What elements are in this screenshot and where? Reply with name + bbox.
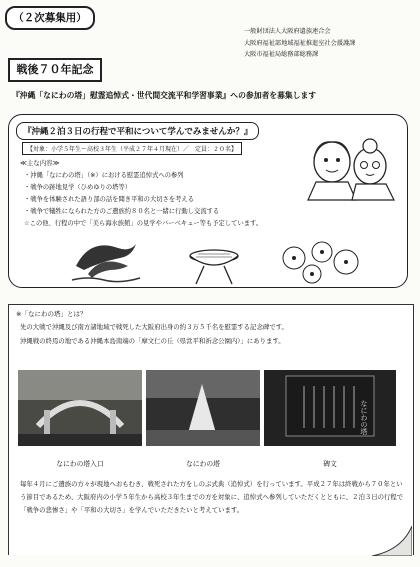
organizer-list <box>244 26 355 61</box>
inscription-photo <box>264 370 396 446</box>
description-line: 沖縄戦の終焉の地である沖縄本島南端の「摩文仁の丘（県営平和祈念公園内）」にあります。 <box>20 337 285 345</box>
page-curl-decoration <box>372 526 412 556</box>
program-title: 『沖縄２泊３日の行程で平和について学んでみませんか？』 <box>16 122 259 140</box>
organizer-3: 大阪市福祉局総務部総務課 <box>244 51 319 58</box>
organizer-1: 一般財団法人大阪府遺族連合会 <box>244 28 331 35</box>
closing-paragraph: 毎年４月にご遺族の方々が現地へおもむき、戦死された方をしのぶ式典（追悼式）を行っています。平成２７年は終戦から７０年という節目であるため、大阪府内の小学５年生から高校３年生までの方を対象に、追悼式へ参列していただくとともに、２泊３日の行程で「戦争の悲惨さ」や「平和の大切さ」を学んでいただきたいと考えています。 <box>20 480 404 514</box>
barbecue-grill-illustration <box>186 246 242 286</box>
dolphin-illustration <box>70 236 142 284</box>
contents-list <box>24 170 262 230</box>
caption-inscription: 碑文 <box>323 460 337 468</box>
list-item: ☆この他、行程の中で「美ら海水族館」の見学やバーベキュー等も予定しています。 <box>24 220 263 227</box>
hibiscus-illustration <box>276 238 366 288</box>
caption-tower: なにわの塔 <box>186 460 220 468</box>
event-subheadline: 『沖縄「なにわの塔」慰霊追悼式・世代間交流平和学習事業』への参加者を募集します <box>12 91 317 100</box>
list-item: ・戦争を体験された語り部の話を聞き平和の大切さを考える <box>24 196 195 203</box>
section-title: ※「なにわの塔」とは？ <box>16 310 87 318</box>
caption-entrance: なにわの塔入口 <box>56 460 104 468</box>
elderly-couple-illustration <box>298 132 402 202</box>
section-description <box>20 320 404 348</box>
tower-entrance-photo <box>18 370 142 446</box>
organizer-2: 大阪府福祉部地域福祉推進室社会援護課 <box>244 39 356 47</box>
tower-photo <box>146 370 260 446</box>
list-item: ・戦争で犠牲になられた方のご遺族約８０名と一緒に行動し交流する <box>24 208 220 215</box>
page-title: 戦後７０年記念 <box>8 58 102 82</box>
recruitment-badge: （２次募集用） <box>5 6 95 30</box>
contents-label: ≪主な内容≫ <box>20 159 60 167</box>
inscription-text: なにわの塔 <box>360 400 368 435</box>
description-line: 先の大戦で沖縄及び南方諸地域で戦死した大阪府出身の約３万５千名を慰霊する記念碑です。 <box>20 323 288 331</box>
target-capacity: 【対象：小学５年生～高校３年生（平成２７年４月現在）／ 定員：２０名】 <box>22 142 242 155</box>
list-item: ・戦争の跡地見学（ひめゆりの塔等） <box>24 184 132 191</box>
list-item: ・沖縄「なにわの塔」（※）における慰霊追悼式への参列 <box>24 172 184 179</box>
